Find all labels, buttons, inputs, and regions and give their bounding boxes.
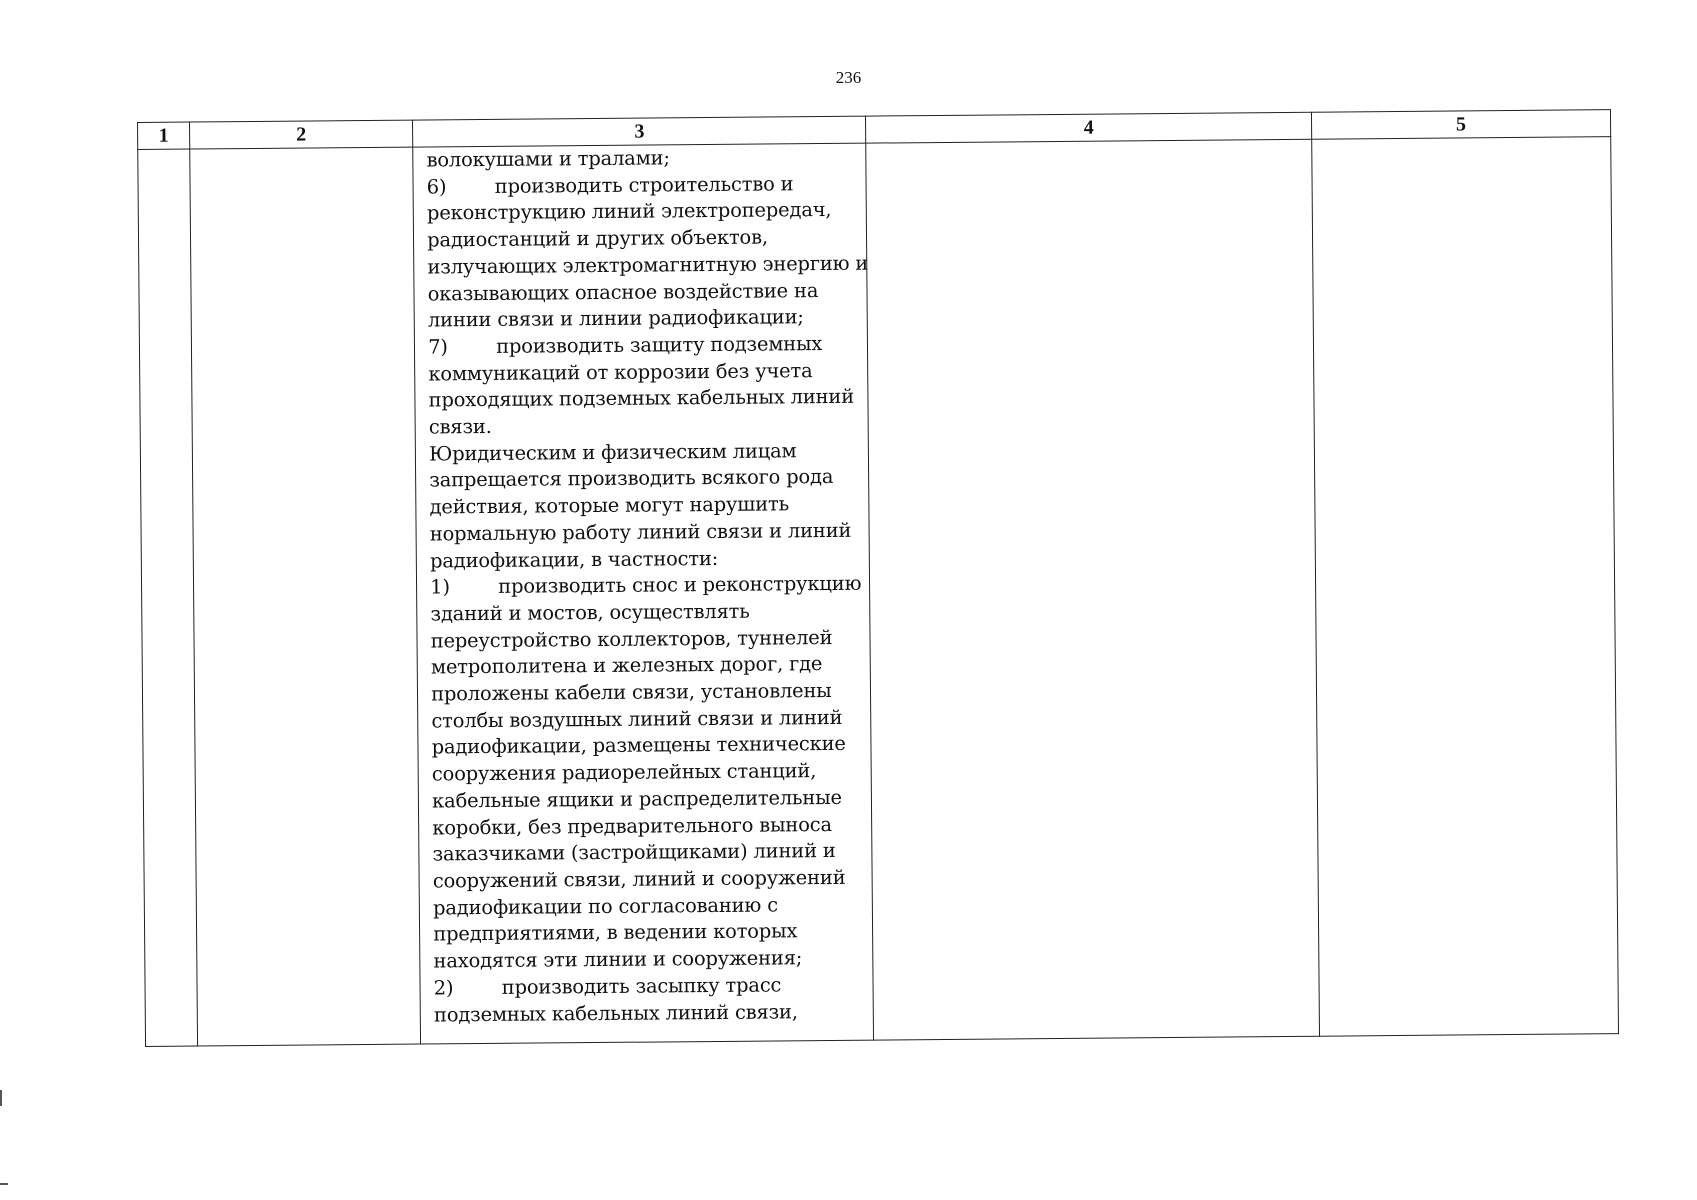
document-table-wrapper xyxy=(137,109,1619,1047)
cell-col-3-line: оказывающих опасное воздействие на xyxy=(427,278,819,305)
cell-col-1 xyxy=(138,149,198,1046)
cell-col-3-line: проложены кабели связи, установлены xyxy=(431,679,832,706)
cell-col-3-line: кабельные ящики и распределительные xyxy=(432,785,842,813)
cell-col-3-line: излучающих электромагнитную энергию и xyxy=(427,251,869,279)
cell-col-3-line: зданий и мостов, осуществлять xyxy=(430,599,750,626)
cell-col-3-line: 2) производить засыпку трасс xyxy=(434,971,864,1001)
cell-col-3-line: 6) производить строительство и xyxy=(427,170,857,200)
cell-col-3-line: реконструкцию линий электропередач, xyxy=(426,198,832,225)
list-number: 6) xyxy=(426,175,447,199)
cell-col-3 xyxy=(413,143,874,1044)
cell-col-3-line: 1) производить снос и реконструкцию xyxy=(430,571,860,601)
margin-mark xyxy=(0,1090,12,1106)
cell-col-3-line: коробки, без предварительного выноса xyxy=(432,812,832,840)
list-number: 1) xyxy=(430,575,450,599)
cell-col-5 xyxy=(1311,137,1618,1037)
cell-col-3-line: радиофикации, размещены технические xyxy=(431,732,846,759)
cell-col-3-text xyxy=(413,144,873,1029)
cell-col-3-line: столбы воздушных линий связи и линий xyxy=(431,705,843,733)
cell-col-4 xyxy=(866,139,1319,1040)
list-number: 2) xyxy=(433,976,454,1000)
table-row xyxy=(138,137,1619,1047)
cell-col-3-line: сооружений связи, линий и сооружений xyxy=(432,865,846,893)
cell-col-3-line: нормальную работу линий связи и линий xyxy=(429,518,852,546)
cell-col-3-line: подземных кабельных линий связи, xyxy=(433,999,798,1026)
cell-col-3-line: радиофикации по согласованию с xyxy=(432,893,778,920)
cell-col-3-line: волокушами и тралами; xyxy=(426,146,670,172)
cell-col-3-line: сооружения радиорелейных станций, xyxy=(431,759,817,786)
header-col-3: 3 xyxy=(413,116,867,147)
cell-col-3-line: заказчиками (застройщиками) линий и xyxy=(432,839,836,866)
cell-col-3-line: действия, которые могут нарушить xyxy=(429,492,790,519)
page-number: 236 xyxy=(835,68,862,87)
cell-col-3-line: Юридическим и физическим лицам xyxy=(428,438,797,466)
cell-col-3-line: коммуникаций от коррозии без учета xyxy=(428,358,813,386)
list-number: 7) xyxy=(428,335,448,359)
header-col-5: 5 xyxy=(1311,110,1610,140)
cell-col-3-line: связи. xyxy=(428,414,492,439)
cell-col-3-line: 7) производить защиту подземных xyxy=(428,331,858,361)
cell-col-3-line: проходящих подземных кабельных линий xyxy=(428,385,855,412)
cell-col-3-line: предприятиями, в ведении которых xyxy=(433,919,798,946)
cell-col-3-line: радиофикации, в частности: xyxy=(429,546,719,573)
cell-col-2 xyxy=(190,147,421,1046)
document-table xyxy=(137,109,1619,1047)
margin-mark-2 xyxy=(0,1183,8,1185)
header-col-1: 1 xyxy=(138,122,190,149)
cell-col-3-line: переустройство коллекторов, туннелей xyxy=(430,625,833,653)
header-col-2: 2 xyxy=(190,120,413,149)
cell-col-3-line: радиостанций и других объектов, xyxy=(427,225,768,252)
cell-col-3-line: линии связи и линии радиофикации; xyxy=(427,305,804,332)
header-col-4: 4 xyxy=(866,112,1312,143)
cell-col-3-line: метрополитена и железных дорог, где xyxy=(430,652,823,679)
cell-col-3-line: запрещается производить всякого рода xyxy=(429,465,834,492)
cell-col-3-line: находятся эти линии и сооружения; xyxy=(433,946,803,973)
